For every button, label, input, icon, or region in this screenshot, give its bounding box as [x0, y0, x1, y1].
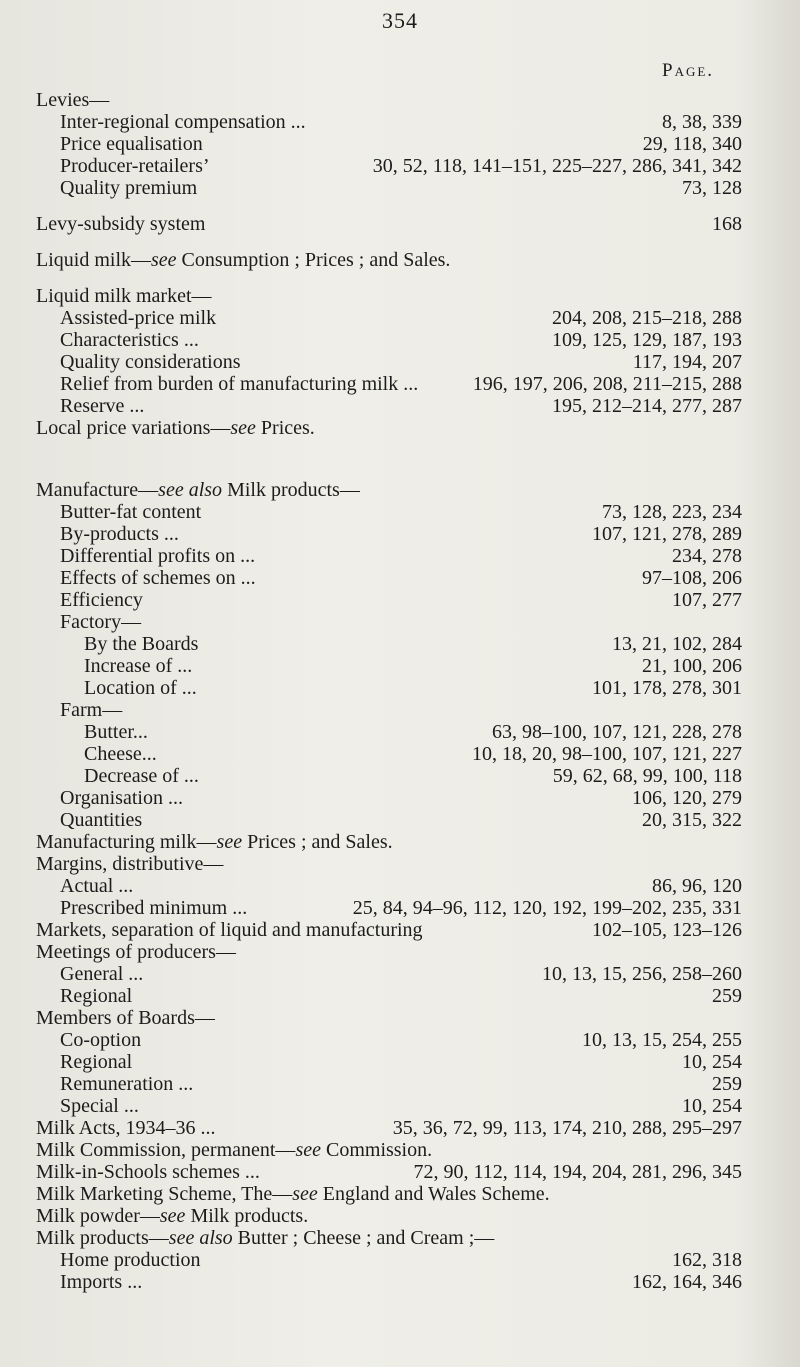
entry-label: Differential profits on ...: [60, 545, 256, 567]
index-entry: [0, 177, 800, 199]
entry-label: Quantities: [60, 809, 143, 831]
index-entry: [0, 285, 800, 307]
index-entry: [0, 699, 800, 721]
entry-label: Margins, distributive—: [36, 853, 224, 875]
entry-pages: 196, 197, 206, 208, 211–215, 288: [472, 373, 742, 395]
index-entry: [0, 1073, 800, 1095]
entry-pages: 168: [712, 213, 742, 235]
index-entry: [0, 941, 800, 963]
entry-label: Liquid milk market—: [36, 285, 212, 307]
entry-pages: 109, 125, 129, 187, 193: [552, 329, 742, 351]
entry-label: Efficiency: [60, 589, 143, 611]
index-entry: [0, 875, 800, 897]
entry-label: Regional: [60, 985, 133, 1007]
entry-pages: 35, 36, 72, 99, 113, 174, 210, 288, 295–297: [392, 1117, 742, 1139]
entry-pages: 73, 128: [682, 177, 742, 199]
entry-label: Co-option: [60, 1029, 142, 1051]
entry-pages: 107, 121, 278, 289: [592, 523, 742, 545]
index-entry: [0, 1117, 800, 1139]
index-entry: [0, 897, 800, 919]
index-entry: [0, 831, 800, 853]
entry-label: Price equalisation: [60, 133, 203, 155]
entry-pages: 8, 38, 339: [662, 111, 742, 133]
entry-label: Butter-fat content: [60, 501, 202, 523]
index-entry: [0, 611, 800, 633]
entry-label: Actual ...: [60, 875, 134, 897]
entry-pages: 72, 90, 112, 114, 194, 204, 281, 296, 345: [413, 1161, 742, 1183]
entry-pages: 73, 128, 223, 234: [602, 501, 742, 523]
index-entry: [0, 853, 800, 875]
entry-label: Characteristics ...: [60, 329, 199, 351]
entry-pages: 59, 62, 68, 99, 100, 118: [552, 765, 742, 787]
entry-pages: 117, 194, 207: [632, 351, 742, 373]
entry-label: Inter-regional compensation ...: [60, 111, 306, 133]
index-entry: [0, 1271, 800, 1293]
entry-pages: 10, 254: [682, 1051, 742, 1073]
entry-pages: 259: [712, 985, 742, 1007]
index-entry: [0, 1007, 800, 1029]
index-entry: [0, 155, 800, 177]
index-entry: [0, 351, 800, 373]
index-entry: [0, 743, 800, 765]
index-entry: [0, 329, 800, 351]
index-entry: [0, 1249, 800, 1271]
entry-label: Cheese...: [84, 743, 157, 765]
page-column-heading: Page.: [662, 60, 715, 81]
entry-pages: 10, 13, 15, 254, 255: [582, 1029, 742, 1051]
index-entry: [0, 1051, 800, 1073]
index-entry: [0, 677, 800, 699]
entry-label: Manufacture—see also Milk products—: [36, 479, 360, 501]
entry-label: Factory—: [60, 611, 142, 633]
index-entry: [0, 395, 800, 417]
index-entry: [0, 985, 800, 1007]
entry-pages: 204, 208, 215–218, 288: [552, 307, 742, 329]
index-entry: [0, 567, 800, 589]
entry-pages: 101, 178, 278, 301: [592, 677, 742, 699]
entry-label: Farm—: [60, 699, 123, 721]
index-entry: [0, 787, 800, 809]
index-entry: [0, 1029, 800, 1051]
entry-label: Manufacturing milk—see Prices ; and Sales.: [36, 831, 393, 853]
entry-pages: 25, 84, 94–96, 112, 120, 192, 199–202, 235, 331: [352, 897, 742, 919]
index-entry: [0, 417, 800, 439]
entry-label: Assisted-price milk: [60, 307, 217, 329]
index-entry: [0, 963, 800, 985]
entry-pages: 234, 278: [672, 545, 742, 567]
entry-label: Liquid milk—see Consumption ; Prices ; and Sales.: [36, 249, 451, 271]
entry-label: Butter...: [84, 721, 148, 743]
entry-label: Home production: [60, 1249, 201, 1271]
entry-pages: 106, 120, 279: [632, 787, 742, 809]
entry-label: Regional: [60, 1051, 133, 1073]
entry-pages: 29, 118, 340: [642, 133, 742, 155]
entry-label: Special ...: [60, 1095, 139, 1117]
entry-pages: 107, 277: [672, 589, 742, 611]
index-entry: [0, 1095, 800, 1117]
entry-pages: 10, 254: [682, 1095, 742, 1117]
entry-pages: 162, 318: [672, 1249, 742, 1271]
entry-label: Milk Acts, 1934–36 ...: [36, 1117, 216, 1139]
index-entry: [0, 1205, 800, 1227]
entry-label: Imports ...: [60, 1271, 143, 1293]
entry-label: General ...: [60, 963, 144, 985]
page-number: 354: [382, 8, 418, 33]
entry-label: Relief from burden of manufacturing milk ...: [60, 373, 419, 395]
index-entry: [0, 1139, 800, 1161]
index-entry: [0, 765, 800, 787]
entry-pages: 162, 164, 346: [632, 1271, 742, 1293]
index-entry: [0, 89, 800, 111]
index-entry: [0, 655, 800, 677]
index-entry: [0, 111, 800, 133]
index-entry: [0, 501, 800, 523]
index-entry: [0, 307, 800, 329]
entry-label: Producer-retailers’: [60, 155, 210, 177]
entry-label: Quality premium: [60, 177, 198, 199]
entry-pages: 10, 18, 20, 98–100, 107, 121, 227: [472, 743, 742, 765]
entry-label: Effects of schemes on ...: [60, 567, 256, 589]
entry-pages: 13, 21, 102, 284: [612, 633, 742, 655]
entry-pages: 102–105, 123–126: [592, 919, 742, 941]
entry-pages: 20, 315, 322: [642, 809, 742, 831]
entry-pages: 195, 212–214, 277, 287: [552, 395, 742, 417]
index-entry: [0, 545, 800, 567]
index-entry: [0, 1227, 800, 1249]
entry-label: Quality considerations: [60, 351, 241, 373]
index-entries: [0, 89, 800, 1293]
entry-label: Markets, separation of liquid and manufacturing: [36, 919, 423, 941]
entry-label: By the Boards: [84, 633, 199, 655]
entry-label: Remuneration ...: [60, 1073, 194, 1095]
entry-label: Increase of ...: [84, 655, 193, 677]
entry-label: Prescribed minimum ...: [60, 897, 248, 919]
index-entry: [0, 479, 800, 501]
entry-label: By-products ...: [60, 523, 179, 545]
entry-label: Meetings of producers—: [36, 941, 236, 963]
entry-pages: 10, 13, 15, 256, 258–260: [542, 963, 742, 985]
entry-label: Milk-in-Schools schemes ...: [36, 1161, 260, 1183]
index-entry: [0, 133, 800, 155]
index-entry: [0, 1183, 800, 1205]
index-entry: [0, 249, 800, 271]
entry-pages: 97–108, 206: [642, 567, 742, 589]
entry-label: Milk Commission, permanent—see Commission.: [36, 1139, 433, 1161]
entry-pages: 63, 98–100, 107, 121, 228, 278: [492, 721, 742, 743]
entry-label: Milk products—see also Butter ; Cheese ; and Cream ;—: [36, 1227, 495, 1249]
index-entry: [0, 919, 800, 941]
entry-pages: 86, 96, 120: [652, 875, 742, 897]
entry-label: Levies—: [36, 89, 110, 111]
entry-label: Decrease of ...: [84, 765, 199, 787]
entry-label: Local price variations—see Prices.: [36, 417, 315, 439]
entry-label: Reserve ...: [60, 395, 145, 417]
index-entry: [0, 721, 800, 743]
entry-label: Milk Marketing Scheme, The—see England and Wales Scheme.: [36, 1183, 550, 1205]
entry-pages: 259: [712, 1073, 742, 1095]
index-entry: [0, 213, 800, 235]
entry-label: Location of ...: [84, 677, 197, 699]
entry-label: Milk powder—see Milk products.: [36, 1205, 309, 1227]
entry-label: Levy-subsidy system: [36, 213, 206, 235]
entry-pages: 21, 100, 206: [642, 655, 742, 677]
index-entry: [0, 1161, 800, 1183]
index-entry: [0, 589, 800, 611]
index-entry: [0, 809, 800, 831]
entry-pages: 30, 52, 118, 141–151, 225–227, 286, 341, 342: [372, 155, 742, 177]
index-entry: [0, 633, 800, 655]
entry-label: Organisation ...: [60, 787, 183, 809]
index-entry: [0, 523, 800, 545]
index-entry: [0, 373, 800, 395]
entry-label: Members of Boards—: [36, 1007, 215, 1029]
